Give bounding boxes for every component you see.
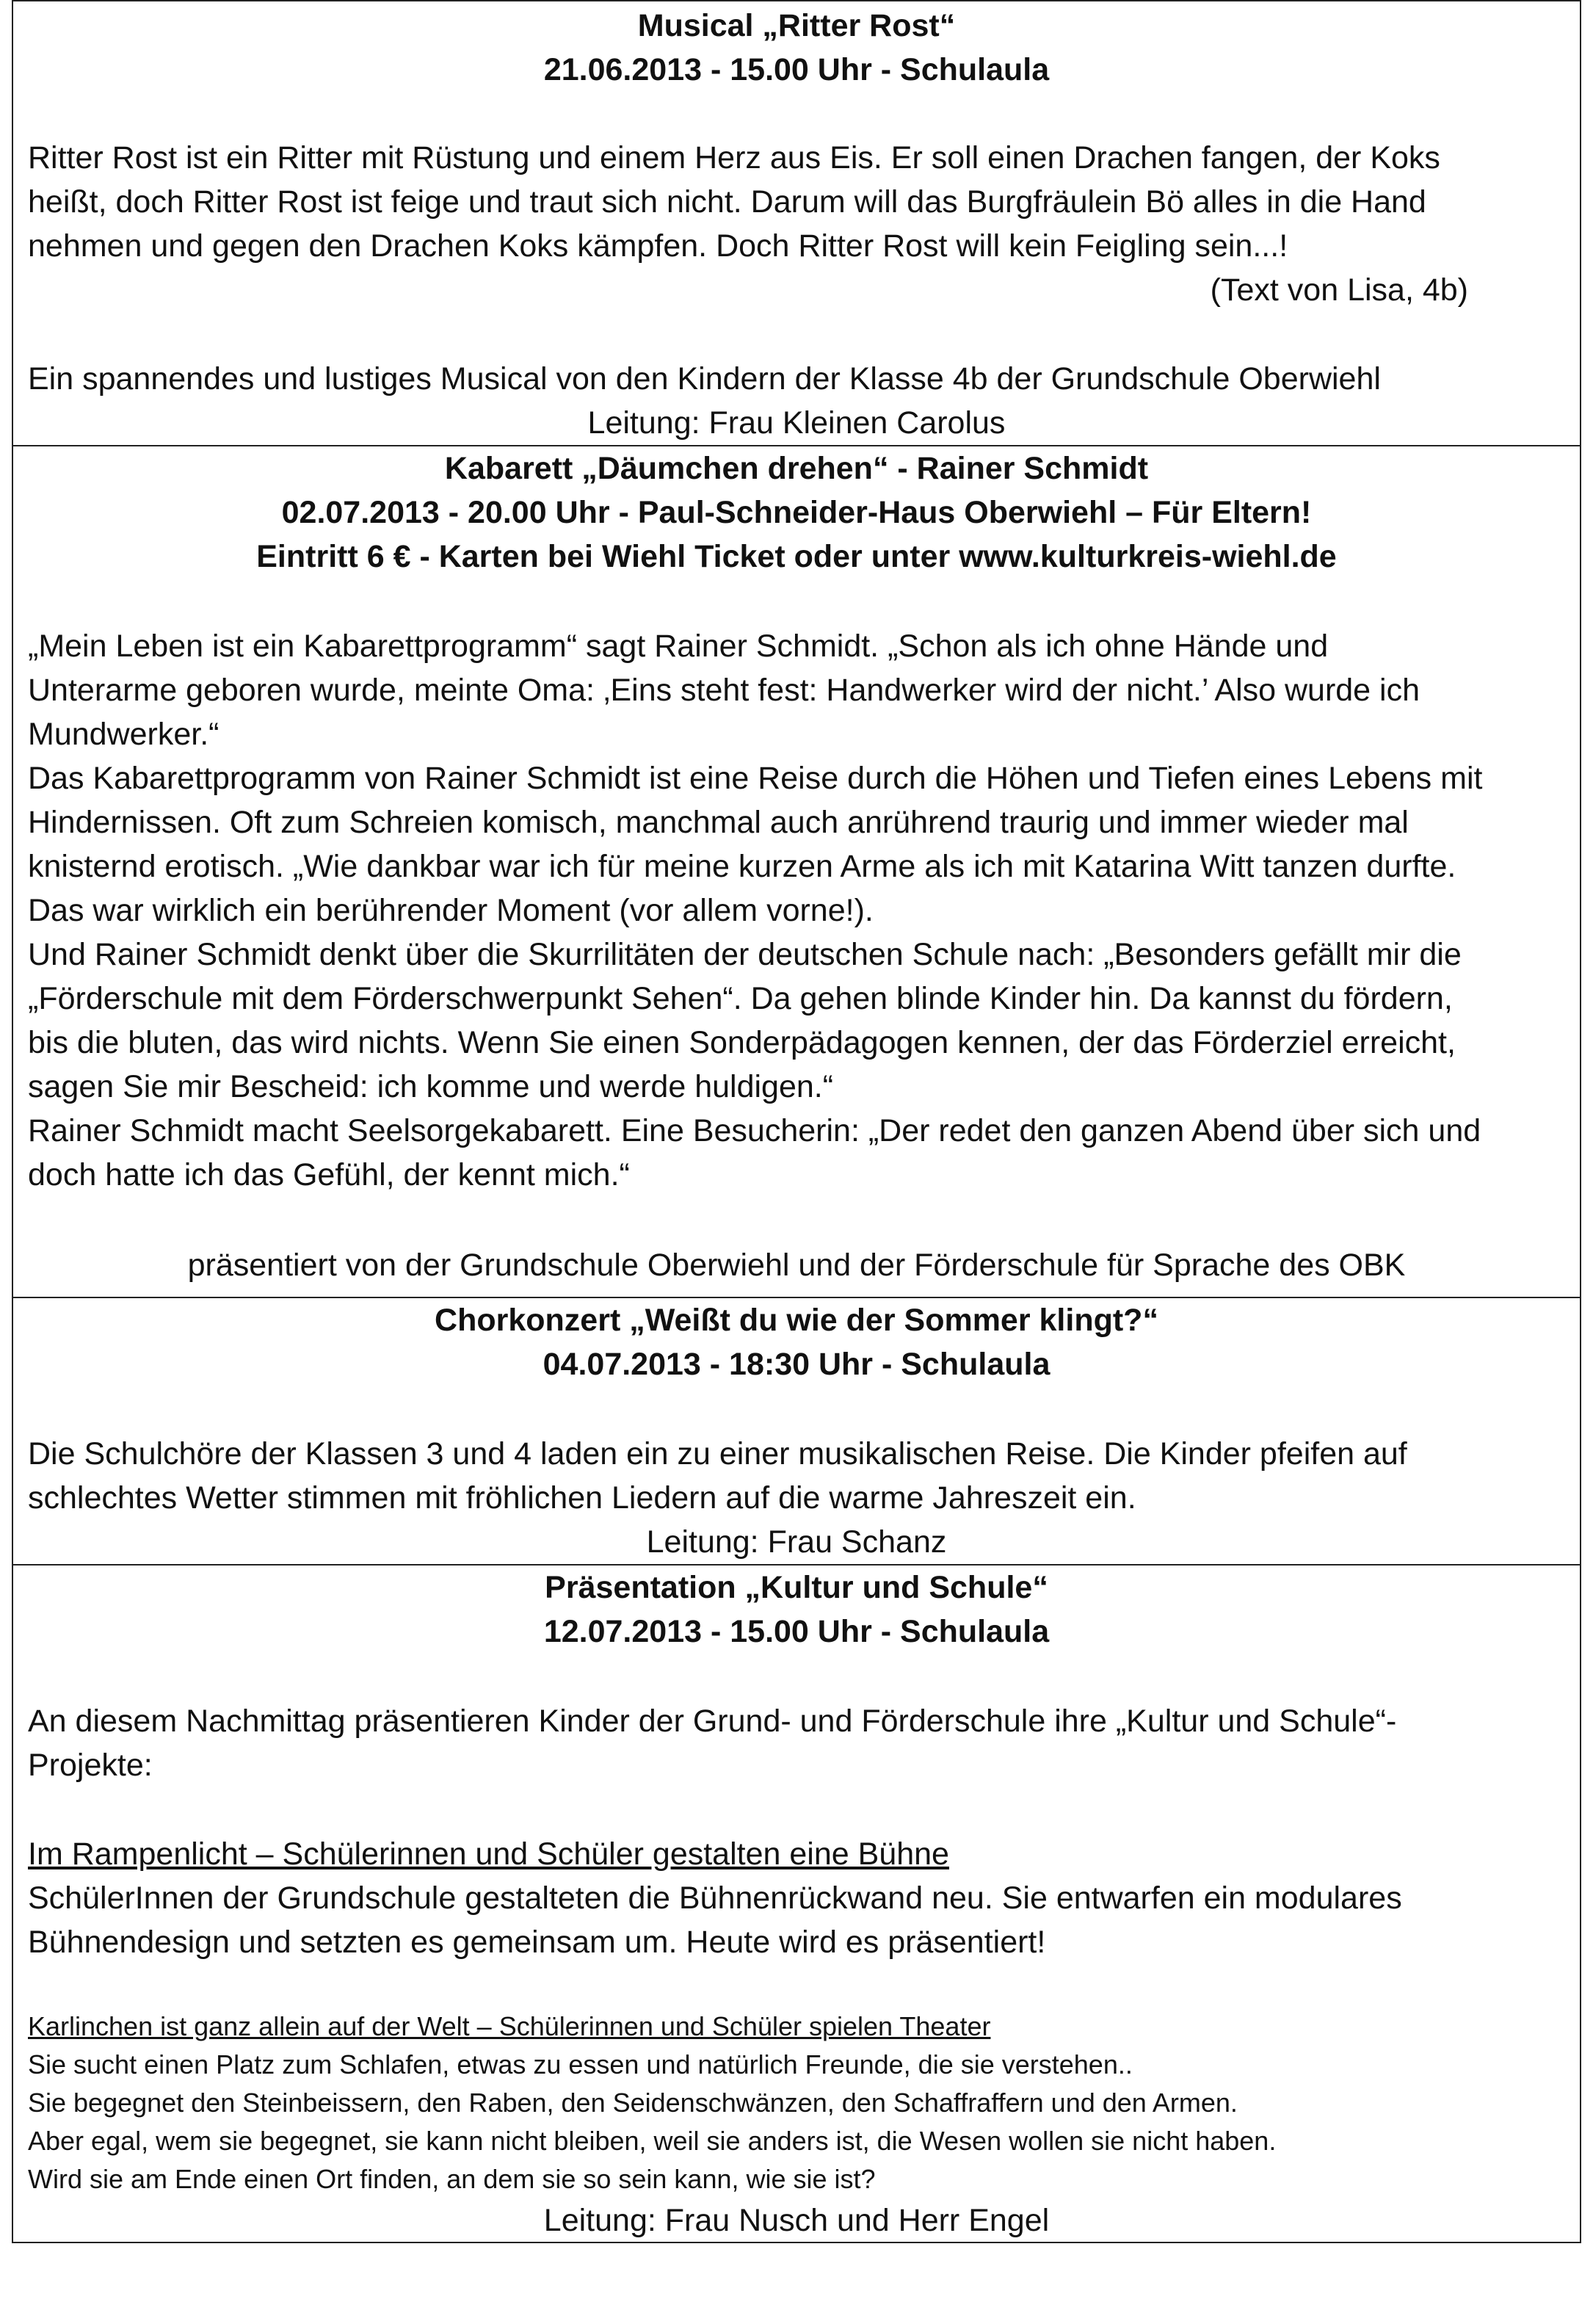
- chor-text-line: schlechtes Wetter stimmen mit fröhlichen Liedern auf die warme Jahreszeit ein.: [28, 1480, 1136, 1516]
- chor-title: Chorkonzert „Weißt du wie der Sommer klingt?“: [435, 1303, 1158, 1338]
- praes-intro-line: Projekte:: [28, 1748, 153, 1783]
- musical-text-line: nehmen und gegen den Drachen Koks kämpfen. Doch Ritter Rost will kein Feigling sein...!: [28, 228, 1288, 264]
- kabarett-text-line: Rainer Schmidt macht Seelsorgekabarett. Eine Besucherin: „Der redet den ganzen Abend über sich und: [28, 1113, 1481, 1148]
- praes-title: Präsentation „Kultur und Schule“: [545, 1570, 1048, 1605]
- musical-lead: Leitung: Frau Kleinen Carolus: [587, 405, 1006, 441]
- kabarett-text-line: knisternd erotisch. „Wie dankbar war ich für meine kurzen Arme als ich mit Katarina Witt tanzen durfte.: [28, 849, 1456, 884]
- kabarett-text-line: „Förderschule mit dem Förderschwerpunkt Sehen“. Da gehen blinde Kinder hin. Da kannst du fördern,: [28, 981, 1453, 1016]
- kabarett-text-line: Unterarme geboren wurde, meinte Oma: ‚Eins steht fest: Handwerker wird der nicht.’ Also wurde ich: [28, 673, 1420, 708]
- musical-credit: (Text von Lisa, 4b): [1210, 272, 1468, 308]
- section-kabarett: [13, 445, 1580, 1297]
- chor-lead: Leitung: Frau Schanz: [646, 1524, 947, 1560]
- praes-project2-line: Aber egal, wem sie begegnet, sie kann nicht bleiben, weil sie anders ist, die Wesen wollen sie nicht haben.: [28, 2126, 1277, 2156]
- section-chorkonzert: [13, 1297, 1580, 1564]
- kabarett-tickets: Eintritt 6 € - Karten bei Wiehl Ticket oder unter www.kulturkreis-wiehl.de: [256, 539, 1337, 574]
- chor-text-line: Die Schulchöre der Klassen 3 und 4 laden ein zu einer musikalischen Reise. Die Kinder pfeifen auf: [28, 1436, 1407, 1471]
- kabarett-text-line: sagen Sie mir Bescheid: ich komme und werde huldigen.“: [28, 1069, 834, 1104]
- praes-project2-heading: Karlinchen ist ganz allein auf der Welt – Schülerinnen und Schüler spielen Theater: [28, 2011, 991, 2041]
- kabarett-text-line: „Mein Leben ist ein Kabarettprogramm“ sagt Rainer Schmidt. „Schon als ich ohne Hände und: [28, 629, 1329, 664]
- section-musical: [13, 1, 1580, 445]
- praes-intro-line: An diesem Nachmittag präsentieren Kinder der Grund- und Förderschule ihre „Kultur und Schule“-: [28, 1704, 1397, 1739]
- section-praesentation: [13, 1564, 1580, 2245]
- kabarett-text-line: bis die bluten, das wird nichts. Wenn Sie einen Sonderpädagogen kennen, der das Förderziel erreicht,: [28, 1025, 1456, 1060]
- kabarett-text-line: Das Kabarettprogramm von Rainer Schmidt ist eine Reise durch die Höhen und Tiefen eines Lebens mit: [28, 761, 1483, 796]
- musical-text-line: Ritter Rost ist ein Ritter mit Rüstung und einem Herz aus Eis. Er soll einen Drachen fangen, der Koks: [28, 140, 1440, 175]
- musical-description: Ein spannendes und lustiges Musical von den Kindern der Klasse 4b der Grundschule Oberwiehl: [28, 361, 1381, 397]
- event-flyer: [12, 0, 1581, 2243]
- kabarett-text-line: Und Rainer Schmidt denkt über die Skurrilitäten der deutschen Schule nach: „Besonders gefällt mir die: [28, 937, 1462, 972]
- praes-project1-heading: Im Rampenlicht – Schülerinnen und Schüler gestalten eine Bühne: [28, 1836, 949, 1872]
- kabarett-text-line: Hindernissen. Oft zum Schreien komisch, manchmal auch anrührend traurig und immer wieder mal: [28, 805, 1409, 840]
- musical-title: Musical „Ritter Rost“: [637, 8, 956, 43]
- musical-text-line: heißt, doch Ritter Rost ist feige und traut sich nicht. Darum will das Burgfräulein Bö alles in die Hand: [28, 184, 1426, 220]
- kabarett-text-line: Mundwerker.“: [28, 717, 219, 752]
- praes-project1-line: Bühnendesign und setzten es gemeinsam um. Heute wird es präsentiert!: [28, 1925, 1046, 1960]
- praes-project1-line: SchülerInnen der Grundschule gestalteten die Bühnenrückwand neu. Sie entwarfen ein modulares: [28, 1880, 1402, 1916]
- praes-project2-line: Sie begegnet den Steinbeissern, den Raben, den Seidenschwänzen, den Schaffraffern und den Armen.: [28, 2088, 1238, 2118]
- praes-project2-line: Sie sucht einen Platz zum Schlafen, etwas zu essen und natürlich Freunde, die sie verstehen..: [28, 2049, 1133, 2079]
- praes-project2-line: Wird sie am Ende einen Ort finden, an dem sie so sein kann, wie sie ist?: [28, 2164, 876, 2194]
- kabarett-presented: präsentiert von der Grundschule Oberwiehl und der Förderschule für Sprache des OBK: [187, 1248, 1406, 1283]
- praes-date: 12.07.2013 - 15.00 Uhr - Schulaula: [543, 1614, 1050, 1649]
- musical-date: 21.06.2013 - 15.00 Uhr - Schulaula: [543, 52, 1050, 87]
- chor-date: 04.07.2013 - 18:30 Uhr - Schulaula: [543, 1347, 1050, 1382]
- praes-lead: Leitung: Frau Nusch und Herr Engel: [543, 2203, 1050, 2238]
- kabarett-text-line: doch hatte ich das Gefühl, der kennt mich.“: [28, 1157, 630, 1192]
- kabarett-title: Kabarett „Däumchen drehen“ - Rainer Schmidt: [444, 451, 1149, 486]
- kabarett-date: 02.07.2013 - 20.00 Uhr - Paul-Schneider-Haus Oberwiehl – Für Eltern!: [281, 495, 1312, 530]
- kabarett-text-line: Das war wirklich ein berührender Moment (vor allem vorne!).: [28, 893, 874, 928]
